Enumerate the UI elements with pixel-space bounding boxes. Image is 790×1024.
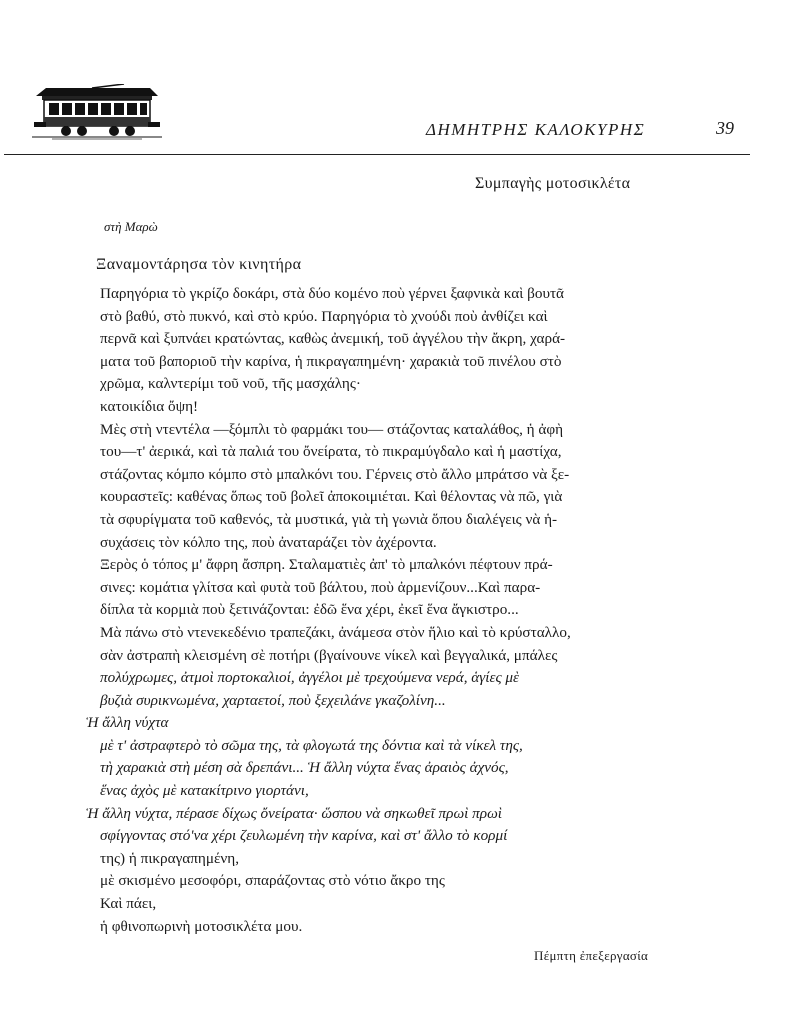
header-rule	[4, 154, 750, 155]
poem-line: Ἡ ἄλλη νύχτα, πέρασε δίχως ὄνείρατα· ὥσπου νὰ σηκωθεῖ πρωὶ πρωὶ	[86, 804, 503, 822]
tram-illustration	[32, 84, 162, 140]
poem-line: κατοικίδια ὄψη!	[100, 397, 199, 415]
poem-line: περνᾶ καὶ ξυπνάει κρατώντας, καθὼς ἀνεμική, τοῦ ἀγγέλου τὴν ἄκρη, χαρά-	[100, 330, 566, 348]
poem-line: δίπλα τὰ κορμιὰ ποὺ ξετινάζονται: ἐδῶ ἕνα χέρι, ἐκεῖ ἕνα ἄγκιστρο...	[100, 601, 519, 619]
poem-line: σφίγγοντας στό'να χέρι ζευλωμένη τὴν καρίνα, καὶ στ' ἄλλο τὸ κορμί	[100, 827, 508, 845]
poem-line: τὰ σφυρίγματα τοῦ καθενός, τὰ μυστικά, γιὰ τὴ γωνιὰ ὅπου διαλέγεις νὰ ἡ-	[100, 510, 558, 528]
poem-line: του—τ' ἀερικά, καὶ τὰ παλιά του ὄνείρατα, τὸ πικραμύγδαλο καὶ ἡ μαστίχα,	[100, 443, 562, 461]
poem-line: ἡ φθινοπωρινὴ μοτοσικλέτα μου.	[100, 917, 303, 935]
poem-line: κουραστεῖς: καθένας ὅπως τοῦ βολεῖ ἀποκοιμιέται. Καὶ θέλοντας νὰ πῶ, γιὰ	[100, 488, 563, 506]
poem-line: ματα τοῦ βαποριοῦ τὴν καρίνα, ἡ πικραγαπημένη· χαρακιὰ τοῦ πινέλου στὸ	[100, 352, 562, 370]
poem-line: στὸ βαθύ, στὸ πυκνό, καὶ στὸ κρύο. Παρηγόρια τὸ χνούδι ποὺ ἀνθίζει καὶ	[100, 307, 548, 325]
poem-line: μὲ τ' ἀστραφτερὸ τὸ σῶμα της, τὰ φλογωτά της δόντια καὶ τὰ νίκελ της,	[100, 736, 523, 754]
poem-line: πολύχρωμες, ἀτμοὶ πορτοκαλιοί, ἀγγέλοι μὲ τρεχούμενα νερά, ἁγίες μὲ	[100, 669, 520, 687]
poem-line: ἕνας ἀχὸς μὲ κατακίτρινο γιορτάνι,	[100, 782, 309, 800]
poem-line: τὴ χαρακιὰ στὴ μέση σὰ δρεπάνι... Ἡ ἄλλη νύχτα ἕνας ἀραιὸς ἀχνός,	[100, 759, 509, 777]
poem-line: Μὰ πάνω στὸ ντενεκεδένιο τραπεζάκι, ἀνάμεσα στὸν ἥλιο καὶ τὸ κρύσταλλο,	[100, 623, 571, 641]
poem-title: Συμπαγὴς μοτοσικλέτα	[475, 175, 631, 192]
poem-line: Μὲς στὴ ντεντέλα —ξόμπλι τὸ φαρμάκι του— στάζοντας καταλάθος, ἡ ἀφὴ	[100, 420, 564, 438]
poem-line: Καὶ πάει,	[100, 895, 157, 913]
poem-line: στάζοντας κόμπο κόμπο στὸ μπαλκόνι του. Γέρνεις στὸ ἄλλο μπράτσο νὰ ξε-	[100, 465, 570, 483]
poem-line: μὲ σκισμένο μεσοφόρι, σπαράζοντας στὸ νότιο ἄκρο της	[100, 872, 445, 890]
poem-line: σινες: κομάτια γλίτσα καὶ φυτὰ τοῦ βάλτου, ποὺ ἀρμενίζουν...Καὶ παρα-	[100, 578, 541, 596]
page-number: 39	[716, 118, 734, 138]
poem-line: συχάσεις τὸν κόλπο της, ποὺ ἀναταράζει τὸν ἀχέροντα.	[100, 533, 437, 551]
poem-line: της) ἡ πικραγαπημένη,	[100, 849, 240, 867]
poem-line: Παρηγόρια τὸ γκρίζο δοκάρι, στὰ δύο κομένο ποὺ γέρνει ξαφνικὰ καὶ βουτᾶ	[100, 285, 565, 302]
poem-line: χρῶμα, καλντερίμι τοῦ νοῦ, τῆς μασχάλης·	[100, 375, 361, 393]
poem-body	[80, 283, 680, 938]
poem-line: Ἡ ἄλλη νύχτα	[86, 714, 169, 732]
running-author: ΔΗΜΗΤΡΗΣ ΚΑΛΟΚΥΡΗΣ	[426, 120, 646, 139]
poem-subtitle: Ξαναμοντάρησα τὸν κινητήρα	[96, 256, 302, 273]
signature: Πέμπτη ἐπεξεργασία	[534, 948, 649, 963]
dedication: στὴ Μαρὼ	[104, 219, 158, 234]
poem-line: σὰν ἀστραπὴ κλεισμένη σὲ ποτήρι (βγαίνουνε νίκελ καὶ βεγγαλικά, μπάλες	[100, 646, 558, 664]
poem-line: Ξερὸς ὁ τόπος μ' ἄφρη ἄσπρη. Σταλαματιὲς ἀπ' τὸ μπαλκόνι πέφτουν πρά-	[100, 556, 553, 574]
poem-line: βυζιὰ συρικνωμένα, χαρταετοί, ποὺ ξεχειλάνε γκαζολίνη...	[100, 691, 446, 709]
